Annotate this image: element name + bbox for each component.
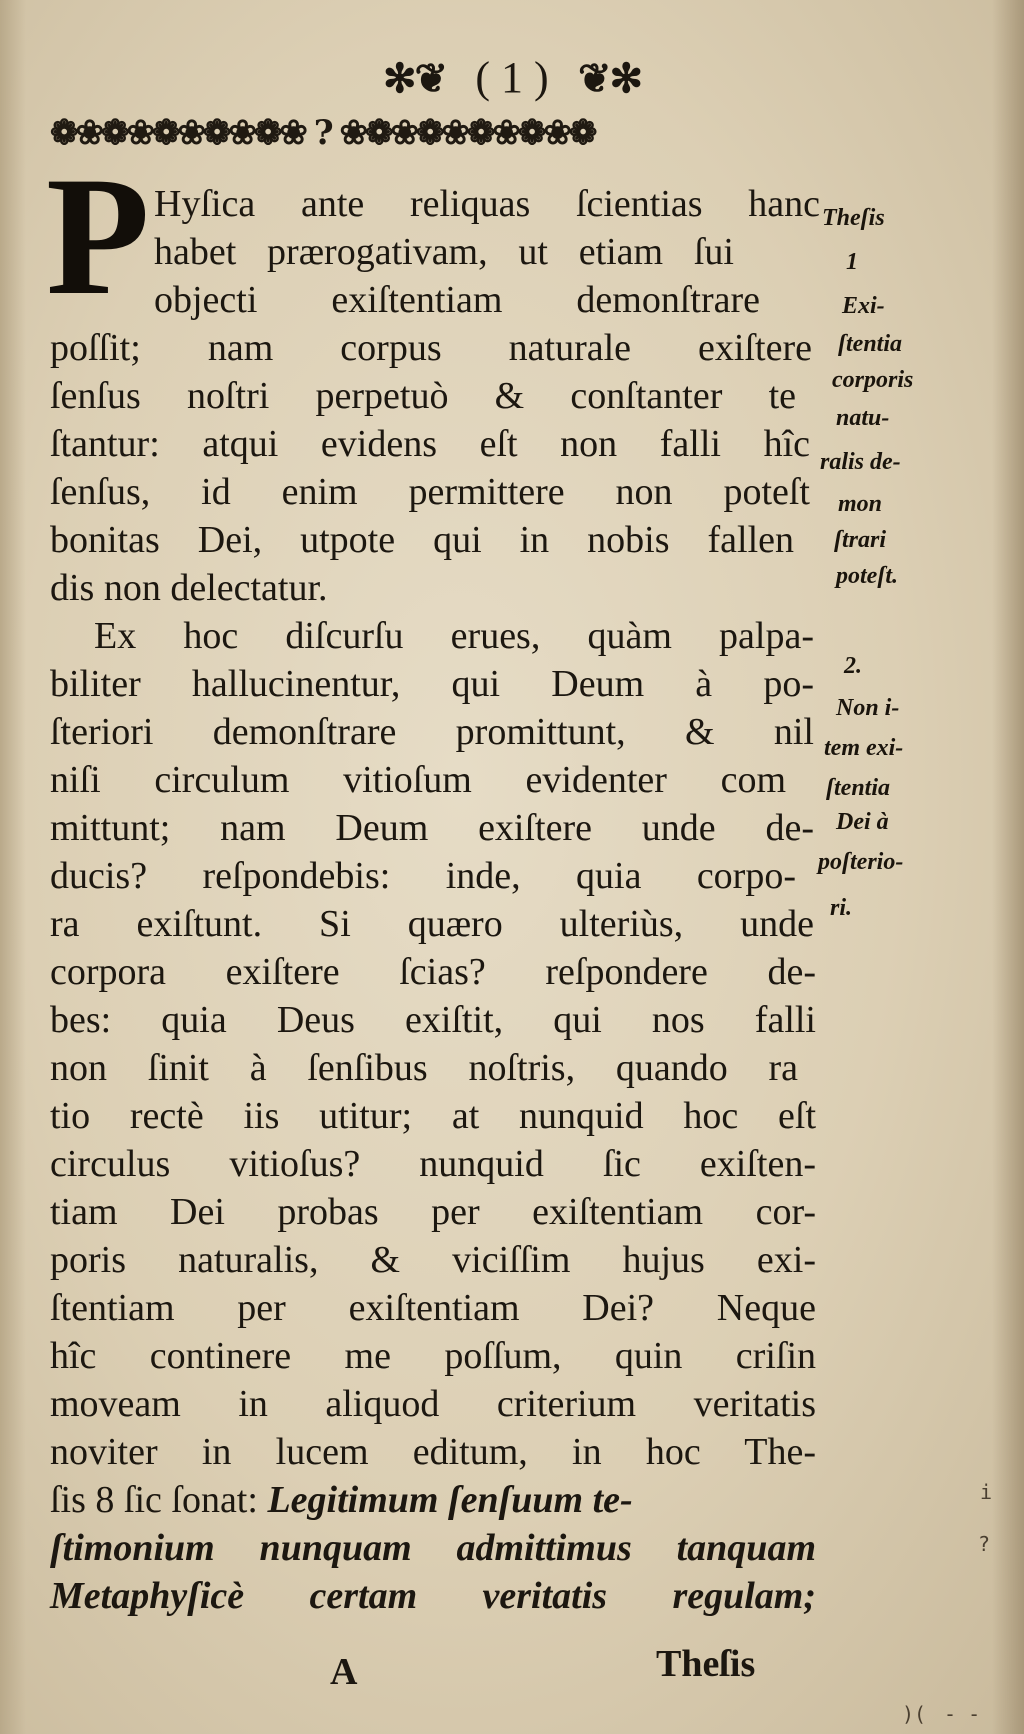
text-line: ſenſus noſtri perpetuò & conſtanter te xyxy=(50,375,796,417)
text-line: habet prærogativam, ut etiam ſui xyxy=(154,231,734,273)
catchword: Theſis xyxy=(656,1643,756,1685)
text-line: ra exiſtunt. Si quæro ulteriùs, unde xyxy=(50,903,814,945)
margin-note: Dei à xyxy=(836,809,889,835)
margin-note: corporis xyxy=(832,367,914,393)
text-line: Ex hoc diſcurſu erues, quàm palpa- xyxy=(94,615,814,657)
text-line: ſenſus, id enim permittere non poteſt xyxy=(50,471,810,513)
signature-mark: A xyxy=(330,1651,358,1693)
text-line: niſi circulum vitioſum evidenter com xyxy=(50,759,786,801)
text-line: Hyſica ante reliquas ſcientias hanc xyxy=(154,183,820,225)
text-line: biliter hallucinentur, qui Deum à po- xyxy=(50,663,814,705)
text-line: hîc continere me poſſum, quin criſin xyxy=(50,1335,816,1377)
italic-quote-start: Legitimum ſenſuum te- xyxy=(267,1479,633,1521)
text-line: moveam in aliquod criterium veritatis xyxy=(50,1383,816,1425)
text-line-start: ſis 8 ſic ſonat: xyxy=(50,1479,258,1521)
italic-text-line: ſtimonium nunquam admittimus tanquam xyxy=(50,1527,816,1569)
margin-note: poteſt. xyxy=(836,563,898,589)
margin-note: ralis de- xyxy=(820,449,901,475)
text-line: mittunt; nam Deum exiſtere unde de- xyxy=(50,807,814,849)
margin-note: poſterio- xyxy=(818,849,904,875)
text-line xyxy=(50,1476,816,1524)
margin-note: 2. xyxy=(844,653,862,679)
text-line: noviter in lucem editum, in hoc The- xyxy=(50,1431,816,1473)
margin-note: natu- xyxy=(836,405,890,431)
page-edge-left xyxy=(0,0,26,1734)
page-header xyxy=(0,48,1024,108)
text-line: ſtentiam per exiſtentiam Dei? Neque xyxy=(50,1287,816,1329)
text-line: tio rectè iis utitur; at nunquid hoc eſt xyxy=(50,1095,816,1137)
text-line: poris naturalis, & viciſſim hujus exi- xyxy=(50,1239,816,1281)
page-edge-right xyxy=(992,0,1024,1734)
text-line: dis non delectatur. xyxy=(50,567,328,609)
margin-note: Exi- xyxy=(842,293,885,319)
text-line: objecti exiſtentiam demonſtrare xyxy=(154,279,760,321)
fringe-mark: )( xyxy=(902,1702,927,1726)
margin-note: ſtrari xyxy=(834,527,887,553)
fringe-mark: i xyxy=(980,1480,993,1504)
margin-note: tem exi- xyxy=(824,735,904,761)
margin-note: ſtentia xyxy=(838,331,902,357)
margin-note: 1 xyxy=(846,249,858,275)
italic-text-line: Metaphyſicè certam veritatis regulam; xyxy=(50,1575,816,1617)
text-line: poſſit; nam corpus naturale exiſtere xyxy=(50,327,812,369)
margin-note: Non i- xyxy=(836,695,900,721)
text-line: ſteriori demonſtrare promittunt, & nil xyxy=(50,711,814,753)
header-ornament-right: ❦✻ xyxy=(577,55,642,102)
text-line: ducis? reſpondebis: inde, quia corpo- xyxy=(50,855,796,897)
text-line: tiam Dei probas per exiſtentiam cor- xyxy=(50,1191,816,1233)
text-line: non ſinit à ſenſibus noſtris, quando ra xyxy=(50,1047,798,1089)
ornamental-rule: ❁❀❁❀❁❀❁❀❁❀ ? ❀❁❀❁❀❁❀❁❀❁ xyxy=(50,114,595,152)
text-line: bonitas Dei, utpote qui in nobis fallen xyxy=(50,519,794,561)
drop-cap: P xyxy=(46,142,150,330)
margin-note: ſtentia xyxy=(826,775,890,801)
fringe-mark: - - xyxy=(944,1702,981,1726)
text-line: circulus vitioſus? nunquid ſic exiſten- xyxy=(50,1143,816,1185)
text-line: ſtantur: atqui evidens eſt non falli hîc xyxy=(50,423,810,465)
page-edge-fringe xyxy=(902,1480,1018,1730)
page-number: ( 1 ) xyxy=(475,53,549,102)
text-line: corpora exiſtere ſcias? reſpondere de- xyxy=(50,951,816,993)
margin-note: mon xyxy=(838,491,883,517)
text-line: bes: quia Deus exiſtit, qui nos falli xyxy=(50,999,816,1041)
margin-note: Theſis xyxy=(822,205,885,231)
header-ornament-left: ✻❦ xyxy=(382,55,447,102)
fringe-mark: ? xyxy=(978,1532,991,1556)
margin-note: ri. xyxy=(830,895,853,921)
